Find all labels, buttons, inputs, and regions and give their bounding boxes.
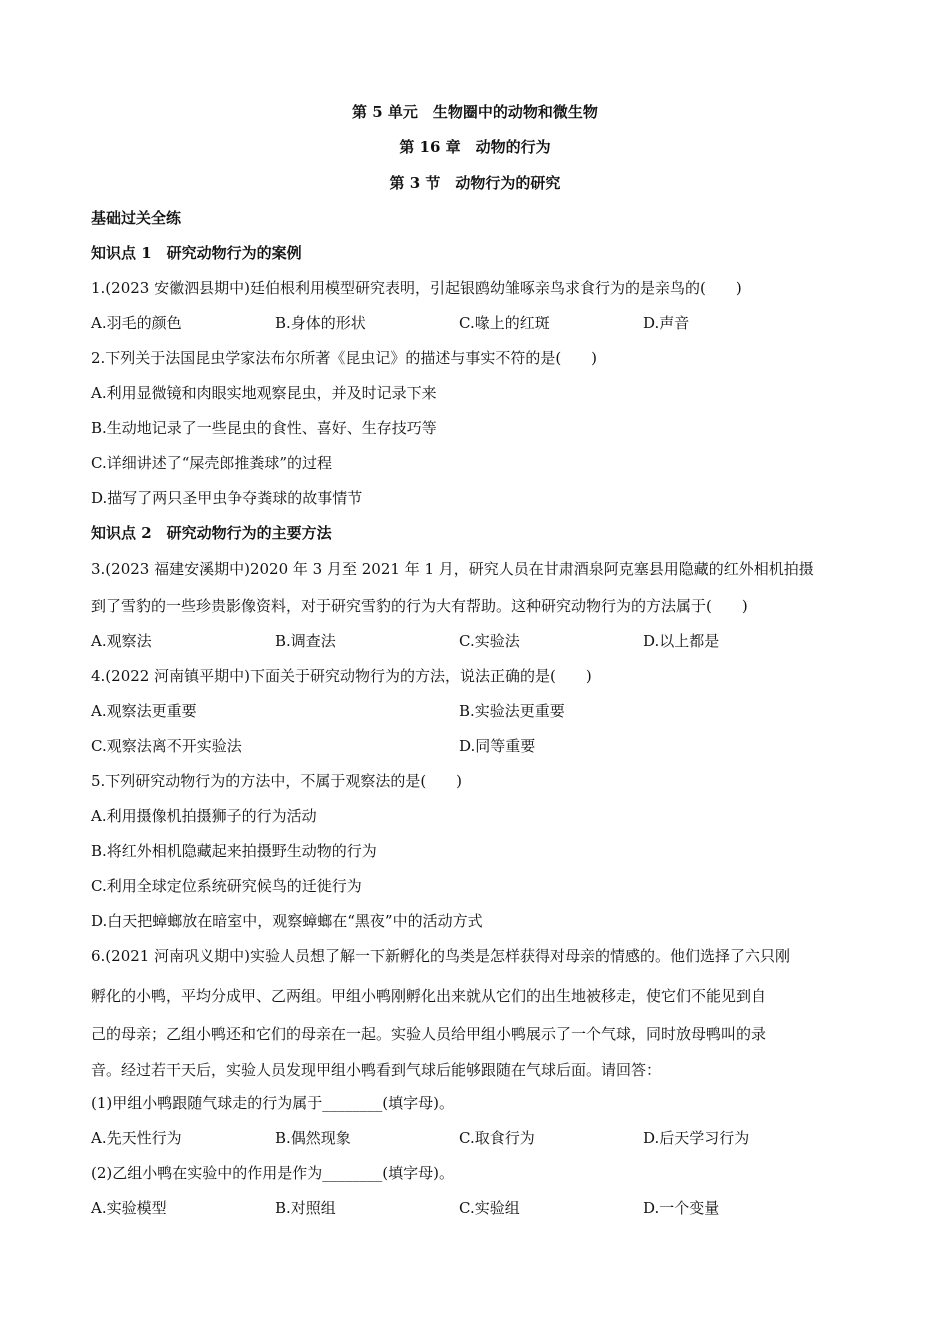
q5-option-c: C.利用全球定位系统研究候鸟的迁徙行为 <box>91 877 362 895</box>
q6-sub2-option-b: B.对照组 <box>275 1199 336 1217</box>
chapter-title: 第 16 章 动物的行为 <box>399 138 551 156</box>
q1-option-d: D.声音 <box>643 314 690 332</box>
q6-sub2-option-a: A.实验模型 <box>91 1199 167 1217</box>
q3-option-a: A.观察法 <box>91 632 152 650</box>
q6-sub1-stem: (1)甲组小鸭跟随气球走的行为属于________(填字母)。 <box>91 1094 454 1112</box>
q4-option-c: C.观察法离不开实验法 <box>91 737 242 755</box>
q3-option-c: C.实验法 <box>459 632 520 650</box>
q4-stem: 4.(2022 河南镇平期中)下面关于研究动物行为的方法，说法正确的是( ) <box>91 667 592 685</box>
unit-title: 第 5 单元 生物圈中的动物和微生物 <box>352 103 598 121</box>
q3-option-b: B.调查法 <box>275 632 336 650</box>
q2-option-c: C.详细讲述了“屎壳郎推粪球”的过程 <box>91 454 333 472</box>
q5-option-b: B.将红外相机隐藏起来拍摄野生动物的行为 <box>91 842 377 860</box>
q5-stem: 5.下列研究动物行为的方法中，不属于观察法的是( ) <box>91 772 463 790</box>
knowledge-point-1-heading: 知识点 1 研究动物行为的案例 <box>91 244 302 262</box>
q2-option-a: A.利用显微镜和肉眼实地观察昆虫，并及时记录下来 <box>91 384 437 402</box>
q6-sub1-option-c: C.取食行为 <box>459 1129 535 1147</box>
q6-sub2-stem: (2)乙组小鸭在实验中的作用是作为________(填字母)。 <box>91 1164 454 1182</box>
q6-sub2-option-d: D.一个变量 <box>643 1199 720 1217</box>
q6-stem-line-1: 6.(2021 河南巩义期中)实验人员想了解一下新孵化的鸟类是怎样获得对母亲的情感的。他们选择了六只刚 <box>91 947 790 965</box>
q6-sub2-option-c: C.实验组 <box>459 1199 520 1217</box>
q1-stem: 1.(2023 安徽泗县期中)廷伯根利用模型研究表明，引起银鸥幼雏啄亲鸟求食行为的是亲鸟的( ) <box>91 279 742 297</box>
q6-sub1-option-d: D.后天学习行为 <box>643 1129 750 1147</box>
main-heading: 基础过关全练 <box>91 209 182 227</box>
q6-stem-line-3: 己的母亲；乙组小鸭还和它们的母亲在一起。实验人员给甲组小鸭展示了一个气球，同时放母鸭叫的录 <box>91 1025 767 1043</box>
q4-option-b: B.实验法更重要 <box>459 702 565 720</box>
q1-option-a: A.羽毛的颜色 <box>91 314 182 332</box>
q4-option-d: D.同等重要 <box>459 737 536 755</box>
knowledge-point-2-heading: 知识点 2 研究动物行为的主要方法 <box>91 524 332 542</box>
q2-option-b: B.生动地记录了一些昆虫的食性、喜好、生存技巧等 <box>91 419 437 437</box>
q6-sub1-option-a: A.先天性行为 <box>91 1129 182 1147</box>
q6-sub1-option-b: B.偶然现象 <box>275 1129 351 1147</box>
q4-option-a: A.观察法更重要 <box>91 702 197 720</box>
q3-stem-line-2: 到了雪豹的一些珍贵影像资料，对于研究雪豹的行为大有帮助。这种研究动物行为的方法属于( ) <box>91 597 748 615</box>
q3-stem-line-1: 3.(2023 福建安溪期中)2020 年 3 月至 2021 年 1 月，研究人员在甘肃酒泉阿克塞县用隐藏的红外相机拍摄 <box>91 560 814 578</box>
q1-option-c: C.喙上的红斑 <box>459 314 550 332</box>
section-title: 第 3 节 动物行为的研究 <box>389 174 561 192</box>
q3-option-d: D.以上都是 <box>643 632 720 650</box>
q5-option-d: D.白天把蟑螂放在暗室中，观察蟑螂在“黑夜”中的活动方式 <box>91 912 483 930</box>
q2-stem: 2.下列关于法国昆虫学家法布尔所著《昆虫记》的描述与事实不符的是( ) <box>91 349 598 367</box>
q5-option-a: A.利用摄像机拍摄狮子的行为活动 <box>91 807 317 825</box>
q2-option-d: D.描写了两只圣甲虫争夺粪球的故事情节 <box>91 489 363 507</box>
q6-stem-line-4: 音。经过若干天后，实验人员发现甲组小鸭看到气球后能够跟随在气球后面。请回答： <box>91 1061 662 1079</box>
q1-option-b: B.身体的形状 <box>275 314 366 332</box>
q6-stem-line-2: 孵化的小鸭，平均分成甲、乙两组。甲组小鸭刚孵化出来就从它们的出生地被移走，使它们不能见到自 <box>91 987 767 1005</box>
